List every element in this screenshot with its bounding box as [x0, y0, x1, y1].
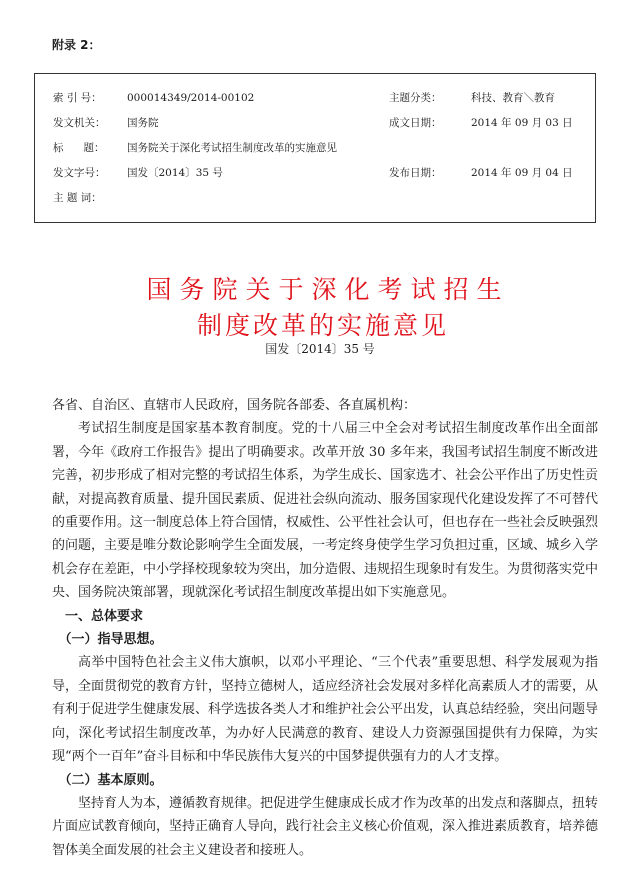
document-body	[52, 394, 598, 862]
index-value: 000014349/2014-00102	[127, 92, 255, 104]
publish-date-value: 2014 年 09 月 04 日	[471, 167, 573, 179]
issuer-label: 发文机关：	[53, 117, 106, 129]
metadata-row-keywords	[35, 187, 595, 209]
date-written-label: 成文日期：	[389, 117, 442, 129]
publish-date-label: 发布日期：	[389, 167, 442, 179]
subsection-heading: （一）指导思想。	[58, 632, 163, 648]
date-written-value: 2014 年 09 月 03 日	[471, 117, 573, 129]
metadata-row-docno	[35, 162, 595, 184]
body-paragraph: 考试招生制度是国家基本教育制度。党的十八届三中全会对考试招生制度改革作出全面部署，今年《政府工作报告》提出了明确要求。改革开放 30 多年来，我国考试招生制度不断改进完善，初步形成了相对完整的考试招生体系，为学生成长、国家选才、社会公平作出了历史性贡献，对提高教育质量、提升国民素质、促进社会纵向流动、服务国家现代化建设发挥了不可替代的重要作用。这一制度总体上符合国情，权威性、公平性社会认可，但也存在一些社会反映强烈的问题，主要是唯分数论影响学生全面发展，一考定终身使学生学习负担过重，区域、城乡入学机会存在差距，中小学择校现象较为突出，加分造假、违规招生现象时有发生。为贯彻落实党中央、国务院决策部署，现就深化考试招生制度改革提出如下实施意见。	[52, 421, 599, 601]
document-title-line-2: 制度改革的实施意见	[196, 311, 449, 340]
issuer-value: 国务院	[127, 117, 159, 129]
docno-value: 国发〔2014〕35 号	[127, 167, 223, 179]
metadata-row-issuer	[35, 112, 595, 134]
title-value: 国务院关于深化考试招生制度改革的实施意见	[127, 142, 337, 154]
keywords-label: 主 题 词：	[53, 192, 102, 204]
section-heading: 一、总体要求	[65, 608, 144, 624]
docno-label: 发文字号：	[53, 167, 106, 179]
metadata-row-index	[35, 87, 595, 109]
document-number: 国发〔2014〕35 号	[265, 342, 375, 356]
category-label: 主题分类：	[389, 92, 442, 104]
body-paragraph: 高举中国特色社会主义伟大旗帜，以邓小平理论、“三个代表”重要思想、科学发展观为指导，全面贯彻党的教育方针，坚持立德树人，适应经济社会发展对多样化高素质人才的需要，从有利于促进学生健康发展、科学选拔各类人才和维护社会公平出发，认真总结经验，突出问题导向，深化考试招生制度改革，为办好人民满意的教育、建设人力资源强国提供有力保障，为实现“两个一百年”奋斗目标和中华民族伟大复兴的中国梦提供强有力的人才支撑。	[52, 655, 599, 765]
metadata-row-title	[35, 137, 595, 159]
index-label: 索 引 号：	[53, 92, 102, 104]
salutation: 各省、自治区、直辖市人民政府，国务院各部委、各直属机构：	[52, 398, 417, 413]
appendix-label: 附录 2：	[52, 38, 101, 52]
title-label: 标 题：	[53, 142, 105, 154]
subsection-heading: （二）基本原则。	[58, 772, 163, 788]
body-paragraph: 坚持育人为本，遵循教育规律。把促进学生健康成长成才作为改革的出发点和落脚点，扭转片面应试教育倾向，坚持正确育人导向，践行社会主义核心价值观，深入推进素质教育，培养德智体美全面发展的社会主义建设者和接班人。	[52, 795, 599, 858]
document-metadata-table	[34, 73, 596, 223]
document-title-line-1: 国务院关于深化考试招生	[146, 275, 510, 304]
category-value: 科技、教育＼教育	[471, 92, 555, 104]
